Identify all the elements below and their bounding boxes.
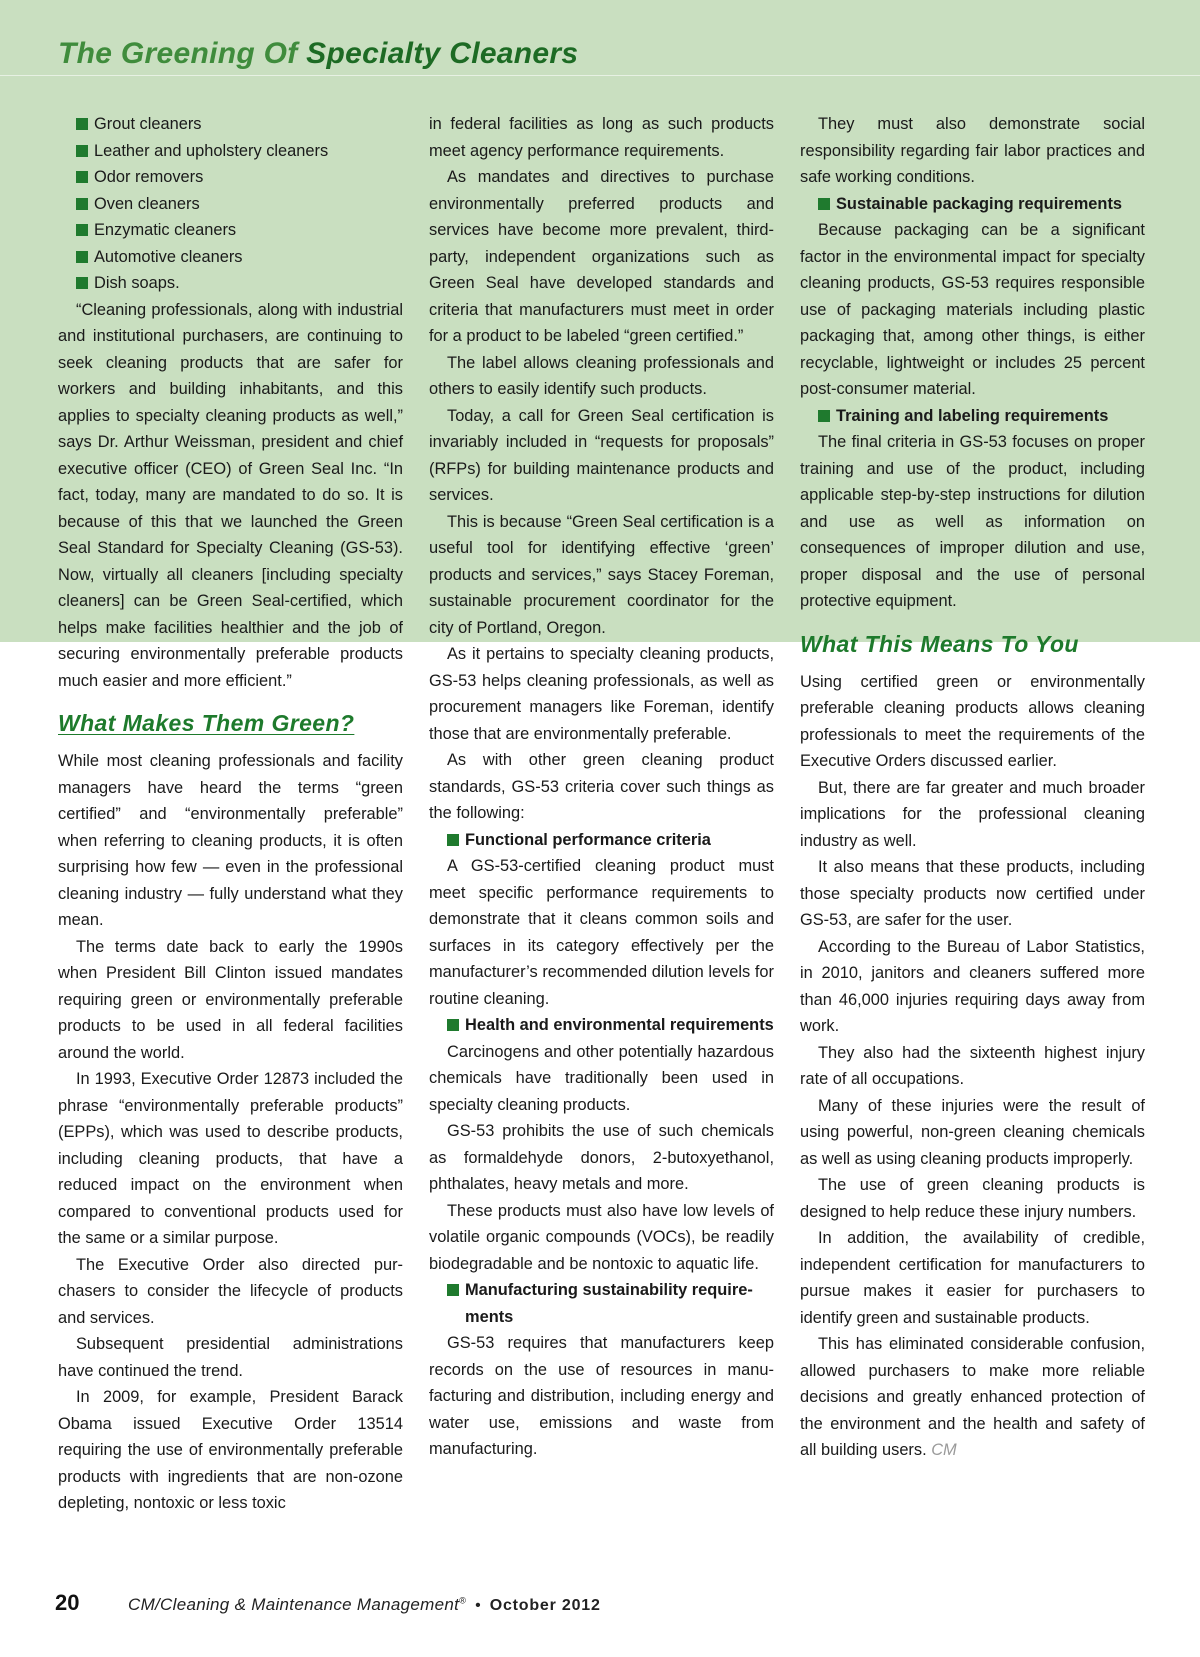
paragraph: While most cleaning professionals and facility managers have heard the terms “green certified” and “environmentally preferable” when referring to cleaning products, it is often surprising how few — even in the professional cleaning industry — fully understand what they mean. bbox=[58, 752, 403, 929]
article-column-3 bbox=[800, 111, 1145, 1464]
list-item: Dish soaps. bbox=[58, 270, 403, 297]
paragraph: Subsequent presidential administrations have continued the trend. bbox=[58, 1335, 403, 1380]
end-of-article-mark: CM bbox=[931, 1441, 957, 1459]
paragraph: They also had the sixteenth highest injury rate of all occupations. bbox=[800, 1043, 1145, 1088]
square-bullet-icon bbox=[447, 1284, 459, 1296]
paragraph: Many of these injuries were the result of using powerful, non-green cleaning chemicals as well as using cleaning products improperly. bbox=[800, 1096, 1145, 1168]
article-column-2 bbox=[429, 111, 774, 1463]
paragraph: This is because “Green Seal certification is a useful tool for identifying effective ‘green’ products and services,” says Stacey Foreman, sustainable procurement coordinator for the city of Portland, Oregon. bbox=[429, 512, 774, 637]
criteria-subhead-functional-performance: Functional performance criteria bbox=[429, 827, 774, 854]
paragraph: In 1993, Executive Order 12873 included the phrase “environmentally preferable products” (EPPs), which was used to describe products, including cleaning products, that have a reduced impact on the environment when compared to conventional products used for the same or a similar purpose. bbox=[58, 1070, 403, 1247]
publication-name: CM/Cleaning & Maintenance Management® bbox=[128, 1595, 467, 1614]
square-bullet-icon bbox=[447, 834, 459, 846]
page-title-part-1: The Greening Of bbox=[58, 37, 307, 70]
criteria-subhead-sustainable-packaging: Sustainable packaging requirements bbox=[800, 191, 1145, 218]
paragraph: The use of green cleaning products is designed to help reduce these injury numbers. bbox=[800, 1176, 1145, 1221]
paragraph: The final criteria in GS-53 focuses on proper training and use of the product, including applicable step-by-step instructions for dilution and use as well as information on consequences of improper dilution and use, proper disposal and the use of personal protective equipment. bbox=[800, 433, 1145, 610]
paragraph: Because packaging can be a significant factor in the environmental impact for specialty cleaning products, GS-53 requires responsible use of packaging materials including plastic packaging that, among other things, is either recyclable, lightweight or includes 25 percent post-consumer material. bbox=[800, 221, 1145, 398]
paragraph: In addition, the availability of credible, independent certification for manufacturers to pursue makes it easier for purchasers to identify green and sustainable products. bbox=[800, 1229, 1145, 1327]
paragraph: They must also demonstrate social responsibility regarding fair labor practices and safe working conditions. bbox=[800, 115, 1145, 186]
paragraph: It also means that these products, including those specialty products now certified under GS-53, are safer for the user. bbox=[800, 858, 1145, 929]
paragraph: But, there are far greater and much broader implications for the professional cleaning industry as well. bbox=[800, 778, 1145, 850]
list-item: Leather and upholstery cleaners bbox=[58, 138, 403, 165]
list-item: Oven cleaners bbox=[58, 191, 403, 218]
criteria-subhead-training-labeling: Training and labeling requirements bbox=[800, 403, 1145, 430]
square-bullet-icon bbox=[447, 1019, 459, 1031]
footer-separator: • bbox=[475, 1597, 481, 1614]
list-item: Enzymatic cleaners bbox=[58, 217, 403, 244]
paragraph: The terms date back to early the 1990s when President Bill Clinton issued mandates requiring green or environmentally preferable products to be used in all federal facilities around the world. bbox=[58, 937, 403, 1062]
page-title-part-2: Specialty Cleaners bbox=[306, 37, 579, 70]
paragraph: A GS-53-certified cleaning product must meet specific performance requirements to demonstrate that it cleans common soils and surfaces in its category effectively per the manufacturer’s recommended dilution levels for routine cleaning. bbox=[429, 857, 774, 1008]
square-bullet-icon bbox=[818, 198, 830, 210]
page-title bbox=[58, 37, 578, 71]
square-bullet-icon bbox=[76, 118, 88, 130]
registered-mark: ® bbox=[459, 1595, 467, 1606]
section-heading-what-makes-them-green: What Makes Them Green? bbox=[58, 710, 355, 736]
specialty-cleaner-list bbox=[58, 111, 403, 297]
paragraph: The label allows cleaning professionals and others to easily identify such products. bbox=[429, 353, 774, 398]
criteria-subhead-manufacturing-sustainability: Manufacturing sustainability requirements bbox=[429, 1277, 774, 1330]
square-bullet-icon bbox=[76, 224, 88, 236]
list-item: Automotive cleaners bbox=[58, 244, 403, 271]
criteria-subhead-health-environmental: Health and environmental requirements bbox=[429, 1012, 774, 1039]
paragraph-final: This has eliminated considerable confusion, allowed purchasers to make more reliable decisions and greatly enhanced protection of the environment and the health and safety of all building users. CM bbox=[800, 1335, 1145, 1459]
section-heading-what-this-means: What This Means To You bbox=[800, 630, 1079, 657]
paragraph: As it pertains to specialty cleaning products, GS-53 helps cleaning professionals, as well as procurement managers like Foreman, identify those that are environmentally preferable. bbox=[429, 645, 774, 743]
page-number: 20 bbox=[55, 1590, 80, 1615]
list-item: Grout cleaners bbox=[58, 111, 403, 138]
issue-date: October 2012 bbox=[489, 1597, 601, 1614]
list-item: Odor removers bbox=[58, 164, 403, 191]
paragraph: The Executive Order also directed purchasers to consider the lifecycle of products and services. bbox=[58, 1255, 403, 1327]
paragraph: GS-53 prohibits the use of such chemicals as formaldehyde donors, 2-butoxyethanol, phthalates, heavy metals and more. bbox=[429, 1122, 774, 1193]
paragraph: GS-53 requires that manufacturers keep records on the use of resources in manufacturing and distribution, including energy and water use, emissions and waste from manufacturing. bbox=[429, 1334, 774, 1458]
square-bullet-icon bbox=[76, 251, 88, 263]
paragraph: Carcinogens and other potentially hazardous chemicals have traditionally been used in specialty cleaning products. bbox=[429, 1042, 774, 1114]
paragraph: in federal facilities as long as such products meet agency performance requirements. bbox=[429, 115, 774, 160]
square-bullet-icon bbox=[76, 198, 88, 210]
paragraph: In 2009, for example, President Barack Obama issued Executive Order 13514 requiring the use of environmentally preferable products with ingredients that are non-ozone depleting, nontoxic or less toxic bbox=[58, 1388, 403, 1512]
page-footer bbox=[55, 1590, 601, 1616]
square-bullet-icon bbox=[76, 171, 88, 183]
paragraph: Using certified green or environmentally preferable cleaning products allows cleaning professionals to meet the requirements of the Executive Orders discussed earlier. bbox=[800, 672, 1145, 770]
square-bullet-icon bbox=[76, 145, 88, 157]
paragraph: These products must also have low levels of volatile organic compounds (VOCs), be readily biodegradable and be nontoxic to aquatic life. bbox=[429, 1201, 774, 1273]
paragraph: According to the Bureau of Labor Statistics, in 2010, janitors and cleaners suffered more than 46,000 injuries requiring days away from work. bbox=[800, 937, 1145, 1035]
paragraph: As with other green cleaning product standards, GS-53 criteria cover such things as the following: bbox=[429, 751, 774, 822]
paragraph: As mandates and directives to purchase environmentally preferred products and services have become more prevalent, third-party, independent organizations such as Green Seal have developed standards and criteria that manufacturers must meet in order for a product to be labeled “green certified.” bbox=[429, 168, 774, 345]
paragraph: Today, a call for Green Seal certification is invariably included in “requests for proposals” (RFPs) for building maintenance products and services. bbox=[429, 406, 774, 504]
square-bullet-icon bbox=[818, 410, 830, 422]
article-column-1 bbox=[58, 111, 403, 1517]
square-bullet-icon bbox=[76, 277, 88, 289]
paragraph: “Cleaning professionals, along with industrial and institutional purchasers, are continuing to seek cleaning products that are safer for workers and building inhabitants, and this applies to specialty cleaning products as well,” says Dr. Arthur Weissman, president and chief executive officer (CEO) of Green Seal Inc. “In fact, today, many are mandated to do so. It is because of this that we launched the Green Seal Standard for Specialty Cleaning (GS-53). Now, virtually all cleaners [including specialty cleaners] can be Green Seal-certified, which helps make facilities healthier and the job of securing environmentally preferable products much easier and more efficient.” bbox=[58, 300, 403, 690]
